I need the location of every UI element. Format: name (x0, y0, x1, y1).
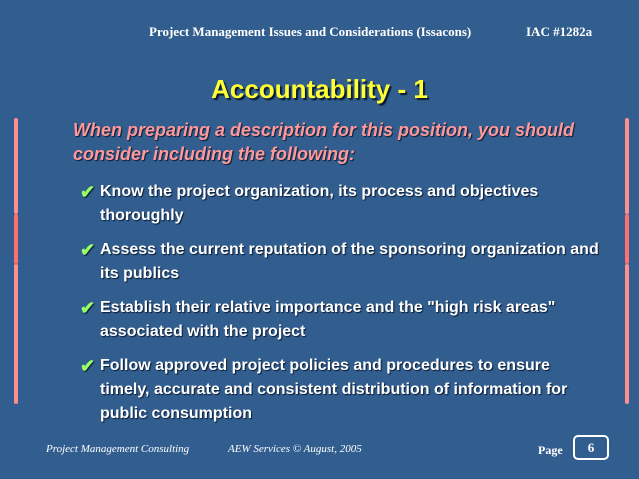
page-label: Page (538, 443, 563, 457)
right-accent-bar-middle (625, 214, 629, 264)
left-accent-bar-top (14, 118, 18, 214)
checkmark-icon: ✔ (80, 240, 96, 260)
header-title: Project Management Issues and Considerations (Issacons) (149, 24, 472, 39)
left-accent-bar-bottom (14, 264, 18, 404)
footer-copyright: AEW Services © August, 2005 (228, 443, 362, 455)
page-number-box: 6 (573, 435, 609, 460)
bullet-text: Assess the current reputation of the sponsoring organization and its publics (100, 241, 599, 282)
bullet-text: Follow approved project policies and procedures to ensure timely, accurate and consistent distribution of information for public consumption (100, 357, 568, 422)
footer-company: Project Management Consulting (46, 443, 190, 455)
bullet-list (80, 180, 600, 426)
bullet-item (80, 296, 600, 344)
left-accent-bar-middle (14, 214, 18, 264)
right-accent-bar-top (625, 118, 629, 214)
checkmark-icon: ✔ (80, 182, 96, 202)
slide-title: Accountability - 1 (211, 74, 428, 104)
bullet-item (80, 180, 600, 228)
checkmark-icon: ✔ (80, 298, 96, 318)
header-code: IAC #1282a (526, 24, 593, 39)
bullet-item (80, 354, 600, 426)
checkmark-icon: ✔ (80, 356, 96, 376)
right-accent-bar-bottom (625, 264, 629, 404)
intro-text: When preparing a description for this position, you should consider including the following: (73, 120, 575, 164)
bullet-text: Establish their relative importance and the "high risk areas" associated with the project (100, 299, 556, 340)
bullet-text: Know the project organization, its process and objectives thoroughly (100, 183, 539, 224)
bullet-item (80, 238, 600, 286)
